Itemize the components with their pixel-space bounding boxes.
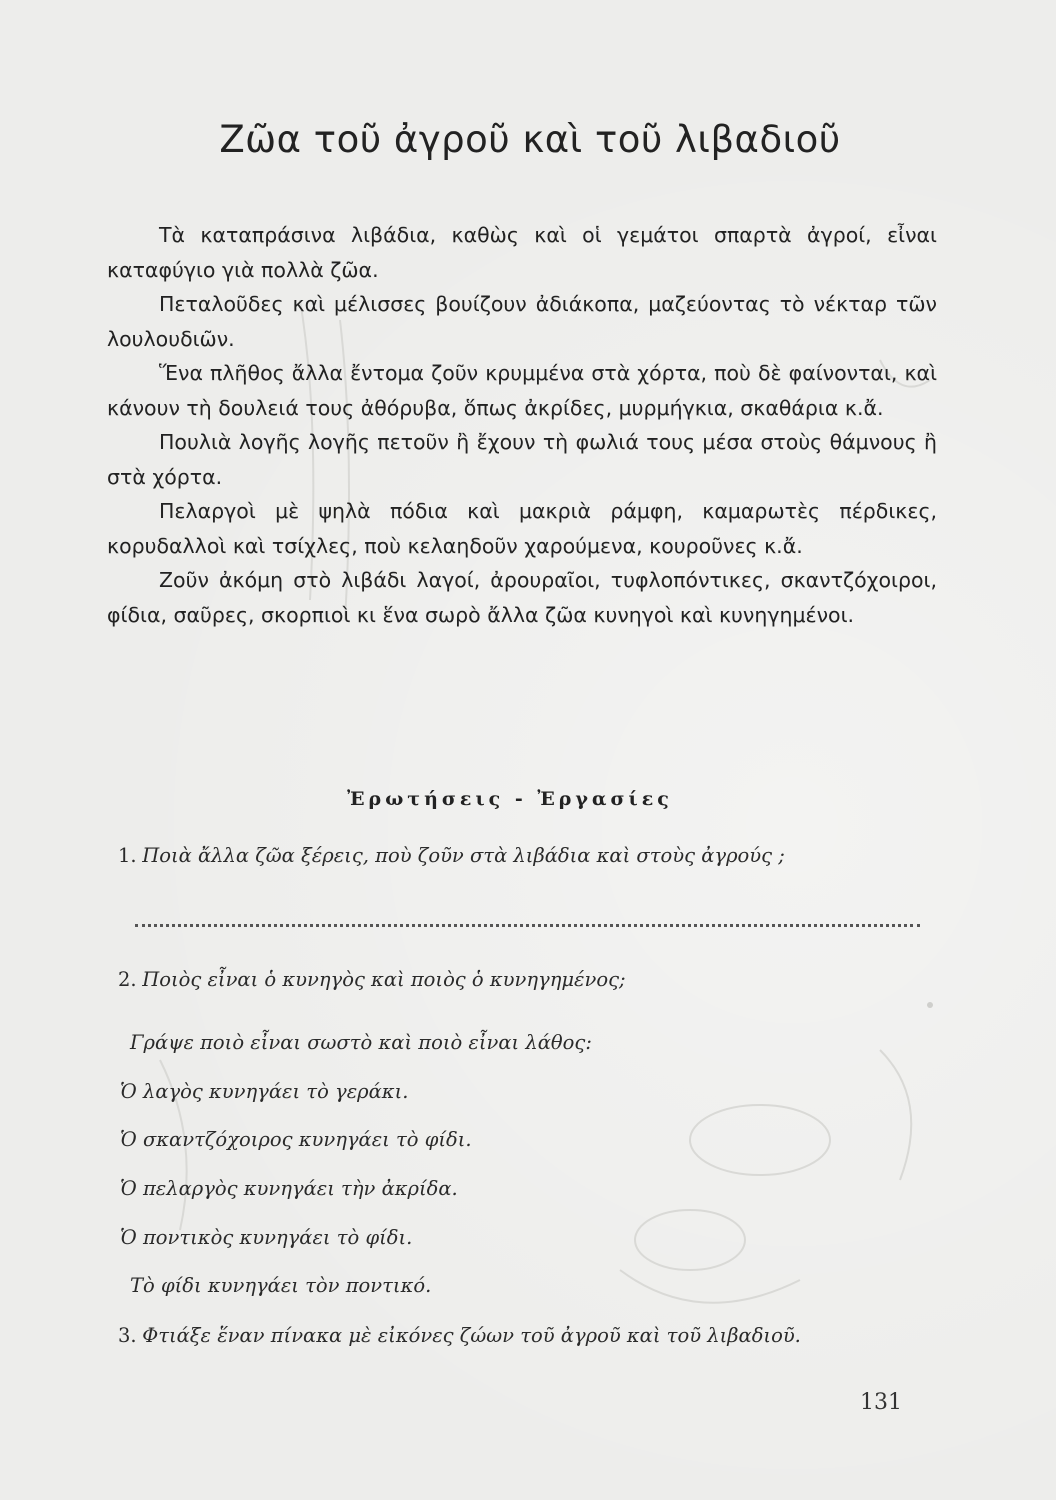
- paragraph: Πουλιὰ λογῆς λογῆς πετοῦν ἢ ἔχουν τὴ φωλιά τους μέσα στοὺς θάμνους ἢ στὰ χόρτα.: [107, 430, 937, 489]
- question-3: [118, 1324, 801, 1347]
- question-1: [118, 844, 785, 867]
- page-number: 131: [860, 1390, 902, 1415]
- paragraph: Πεταλοῦδες καὶ μέλισσες βουίζουν ἀδιάκοπα, μαζεύοντας τὸ νέκταρ τῶν λουλουδιῶν.: [107, 292, 937, 351]
- question-number: 3.: [118, 1324, 137, 1347]
- statement: Ὁ πελαργὸς κυνηγάει τὴν ἀκρίδα.: [120, 1177, 458, 1200]
- question-2-instruction: Γράψε ποιὸ εἶναι σωστὸ καὶ ποιὸ εἶναι λάθος:: [130, 1031, 592, 1054]
- section-heading: Ἐρωτήσεις - Ἐργασίες: [347, 788, 673, 810]
- page-title: Ζῶα τοῦ ἀγροῦ καὶ τοῦ λιβαδιοῦ: [219, 118, 841, 161]
- question-text: Ποιὸς εἶναι ὁ κυνηγὸς καὶ ποιὸς ὁ κυνηγημένος;: [142, 968, 626, 991]
- statement: Ὁ λαγὸς κυνηγάει τὸ γεράκι.: [120, 1080, 409, 1103]
- statement: Τὸ φίδι κυνηγάει τὸν ποντικό.: [130, 1274, 432, 1297]
- statement: Ὁ ποντικὸς κυνηγάει τὸ φίδι.: [120, 1226, 413, 1249]
- question-text: Φτιάξε ἕναν πίνακα μὲ εἰκόνες ζώων τοῦ ἀγροῦ καὶ τοῦ λιβαδιοῦ.: [142, 1324, 801, 1347]
- question-number: 1.: [118, 844, 137, 867]
- question-number: 2.: [118, 968, 137, 991]
- main-text: [107, 218, 937, 632]
- paragraph: Τὰ καταπράσινα λιβάδια, καθὼς καὶ οἱ γεμάτοι σπαρτὰ ἀγροί, εἶναι καταφύγιο γιὰ πολλὰ ζῶα.: [107, 223, 937, 282]
- answer-line[interactable]: [135, 900, 920, 927]
- paragraph: Ζοῦν ἀκόμη στὸ λιβάδι λαγοί, ἀρουραῖοι, τυφλοπόντικες, σκαντζόχοιροι, φίδια, σαῦρες, σκορπιοὶ κι ἕνα σωρὸ ἄλλα ζῶα κυνηγοὶ καὶ κυνηγημένοι.: [107, 568, 937, 627]
- paragraph: Πελαργοὶ μὲ ψηλὰ πόδια καὶ μακριὰ ράμφη, καμαρωτὲς πέρδικες, κορυδαλλοὶ καὶ τσίχλες, ποὺ κελαηδοῦν χαρούμενα, κουροῦνες κ.ἄ.: [107, 499, 937, 558]
- statement: Ὁ σκαντζόχοιρος κυνηγάει τὸ φίδι.: [120, 1128, 472, 1151]
- question-text: Ποιὰ ἄλλα ζῶα ξέρεις, ποὺ ζοῦν στὰ λιβάδια καὶ στοὺς ἀγρούς ;: [142, 844, 785, 867]
- question-2: [118, 968, 626, 991]
- paragraph: Ἕνα πλῆθος ἄλλα ἔντομα ζοῦν κρυμμένα στὰ χόρτα, ποὺ δὲ φαίνονται, καὶ κάνουν τὴ δουλειά τους ἀθόρυβα, ὅπως ἀκρίδες, μυρμήγκια, σκαθάρια κ.ἄ.: [107, 361, 937, 420]
